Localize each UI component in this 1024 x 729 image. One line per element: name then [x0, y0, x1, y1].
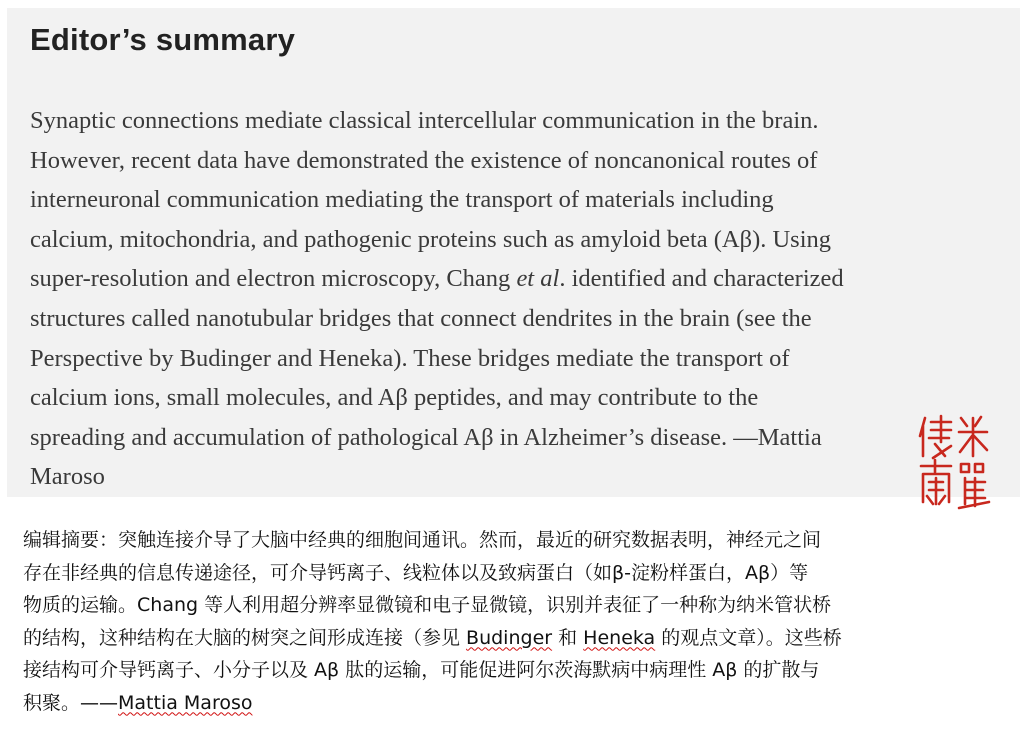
summary-text: super-resolution and electron microscopy, Chang	[30, 265, 517, 293]
spellcheck-word-heneka: Heneka	[583, 626, 656, 649]
summary-line: Synaptic connections mediate classical intercellular communication in the brain.	[30, 107, 819, 134]
translation-text: Chang	[137, 594, 199, 616]
summary-body	[30, 101, 1015, 497]
summary-line: calcium, mitochondria, and pathogenic proteins such as amyloid beta (Aβ). Using	[30, 225, 832, 253]
translation-line: 编辑摘要：突触连接介导了大脑中经典的细胞间通讯。然而，最近的研究数据表明，神经元之间	[23, 529, 822, 551]
chinese-translation	[23, 524, 1013, 719]
summary-title: Editor’s summary	[30, 22, 296, 57]
spellcheck-word-author: Mattia Maroso	[118, 691, 253, 714]
translation-text: 的结构，这种结构在大脑的树突之间形成连接（参见	[23, 626, 467, 649]
editors-summary-panel	[7, 8, 1020, 497]
translation-text: 和	[552, 626, 584, 649]
summary-text: . identified and characterized	[559, 265, 844, 293]
red-seal-stamp	[915, 412, 1000, 512]
summary-line	[30, 259, 1015, 299]
translation-line: 存在非经典的信息传递途径，可介导钙离子、线粒体以及致病蛋白（如β-淀粉样蛋白，Aβ）等	[23, 561, 809, 584]
summary-line: spreading and accumulation of pathological Aβ in Alzheimer’s disease. —Mattia	[30, 423, 822, 451]
summary-line: However, recent data have demonstrated the existence of noncanonical routes of	[30, 146, 818, 174]
summary-line: Maroso	[30, 463, 105, 491]
translation-text: 物质的运输。	[23, 594, 138, 616]
summary-line: interneuronal communication mediating the transport of materials including	[30, 186, 774, 214]
translation-text: 积聚。——	[23, 691, 119, 714]
translation-text: 等人利用超分辨率显微镜和电子显微镜，识别并表征了一种称为纳米管状桥	[198, 594, 832, 616]
summary-line: calcium ions, small molecules, and Aβ peptides, and may contribute to the	[30, 384, 759, 412]
translation-line	[23, 687, 1013, 720]
translation-line	[23, 622, 1013, 655]
summary-italic-et-al: et al	[516, 265, 560, 293]
summary-line: structures called nanotubular bridges that connect dendrites in the brain (see the	[30, 304, 812, 332]
translation-text: 的观点文章）。这些桥	[655, 626, 842, 649]
summary-line: Perspective by Budinger and Heneka). These bridges mediate the transport of	[30, 344, 790, 372]
spellcheck-word-budinger: Budinger	[466, 626, 553, 649]
translation-line: 接结构可介导钙离子、小分子以及 Aβ 肽的运输，可能促进阿尔茨海默病中病理性 Aβ 的扩散与	[23, 659, 820, 681]
translation-line	[23, 589, 1013, 622]
